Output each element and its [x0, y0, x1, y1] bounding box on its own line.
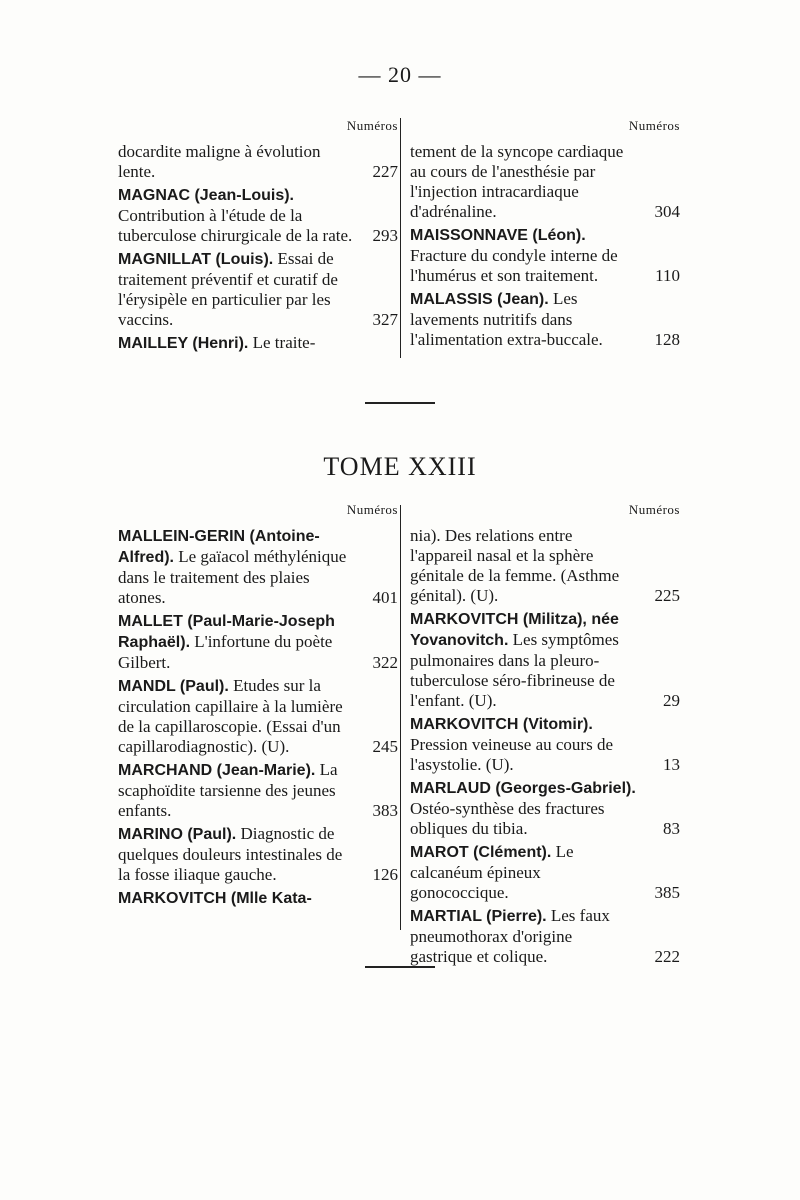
tome-title: TOME XXIII — [323, 452, 477, 481]
entry-title: Les faux pneumothorax d'origine gastrique et colique. — [410, 906, 610, 966]
entry-number: 222 — [654, 947, 680, 966]
entry-title: Essai de traitement préventif et curatif de l'érysipèle en particulier par les vaccins. — [118, 249, 338, 329]
entry-number: 13 — [663, 755, 680, 774]
numeros-header: Numéros — [346, 118, 398, 133]
entry-author: MALASSIS (Jean). — [410, 291, 549, 308]
entry-number: 227 — [372, 162, 398, 181]
entry-author: MARINO (Paul). — [118, 826, 237, 843]
section-divider — [365, 402, 435, 404]
index-entry — [118, 333, 398, 354]
index-entry — [118, 760, 398, 821]
index-entry — [118, 142, 398, 182]
entry-author: MARCHAND (Jean-Marie). — [118, 762, 316, 779]
entry-title: La scaphoïdite tarsienne des jeunes enfants. — [118, 760, 338, 820]
entry-number: 245 — [372, 737, 398, 756]
entry-number: 401 — [372, 588, 398, 607]
end-divider — [365, 966, 435, 968]
section1-left-column — [118, 116, 398, 357]
index-entry — [410, 289, 680, 350]
entry-author: MARKOVITCH (Mlle Kata- — [118, 890, 312, 907]
entry-title: Diagnostic de quelques douleurs intestinales de la fosse iliaque gauche. — [118, 824, 343, 884]
entry-title: Contribution à l'étude de la tuberculose chirurgicale de la rate. — [118, 206, 353, 245]
entry-title: Le traite- — [252, 333, 316, 352]
entry-title: L'infortune du poète Gilbert. — [118, 632, 333, 672]
entry-number: 304 — [654, 202, 680, 221]
entry-number: 128 — [654, 330, 680, 349]
entry-number: 225 — [654, 586, 680, 605]
entry-title: tement de la syncope cardiaque au cours de l'anesthésie par l'injection intracardiaque d'adrénaline. — [410, 142, 624, 221]
numeros-header: Numéros — [628, 118, 680, 133]
entry-number: 29 — [663, 691, 680, 710]
entry-title: Pression veineuse au cours de l'asystolie. (U). — [410, 735, 614, 774]
index-entry — [118, 676, 398, 757]
column-divider — [400, 118, 401, 358]
entry-title: Les lavements nutritifs dans l'alimentation extra-buccale. — [410, 289, 603, 349]
entry-author: MAILLEY (Henri). — [118, 335, 249, 352]
entry-title: Le gaïacol méthylénique dans le traitement des plaies atones. — [118, 547, 347, 607]
column-divider — [400, 505, 401, 930]
index-entry — [410, 842, 680, 903]
entry-author: MANDL (Paul). — [118, 678, 229, 695]
index-entry — [118, 824, 398, 885]
entry-author: MAISSONNAVE (Léon). — [410, 227, 586, 244]
entry-author: MAROT (Clément). — [410, 844, 552, 861]
index-entry — [118, 249, 398, 330]
entry-number: 126 — [372, 865, 398, 884]
entry-title: nia). Des relations entre l'appareil nasal et la sphère génitale de la femme. (Asthme génital). (U). — [410, 526, 620, 605]
index-entry — [118, 888, 398, 909]
numeros-header: Numéros — [346, 502, 398, 517]
index-entry — [410, 526, 680, 606]
index-entry — [118, 185, 398, 246]
entry-author: MARLAUD (Georges-Gabriel). — [410, 780, 636, 797]
entry-title: Ostéo-synthèse des fractures obliques du tibia. — [410, 799, 605, 838]
entry-title: Fracture du condyle interne de l'humérus et son traitement. — [410, 246, 618, 285]
index-entry — [410, 714, 680, 775]
section1-right-column — [410, 116, 680, 353]
index-entry — [118, 526, 398, 608]
entry-title: Les symptômes pulmonaires dans la pleuro-tuberculose séro-fibrineuse de l'enfant. (U). — [410, 630, 619, 710]
entry-author: MAGNILLAT (Louis). — [118, 251, 274, 268]
entry-number: 293 — [372, 226, 398, 245]
entry-number: 327 — [372, 310, 398, 329]
index-entry — [410, 142, 680, 222]
index-entry — [118, 611, 398, 673]
entry-title: Le calcanéum épineux gonococcique. — [410, 842, 574, 902]
entry-number: 385 — [654, 883, 680, 902]
section2-left-column — [118, 500, 398, 912]
index-entry — [410, 906, 680, 967]
page-number: — 20 — — [358, 62, 442, 87]
entry-number: 322 — [372, 653, 398, 672]
entry-title: Etudes sur la circulation capillaire à la lumière de la capillaroscopie. (Essai d'un capillarodiagnostic). (U). — [118, 676, 343, 756]
section2-right-column — [410, 500, 680, 970]
entry-number: 83 — [663, 819, 680, 838]
entry-number: 383 — [372, 801, 398, 820]
entry-author: MALLEIN-GERIN (Antoine-Alfred). — [118, 528, 320, 566]
index-entry — [410, 225, 680, 286]
entry-author: MARKOVITCH (Vitomir). — [410, 716, 593, 733]
index-entry — [410, 778, 680, 839]
entry-author: MARTIAL (Pierre). — [410, 908, 547, 925]
index-entry — [410, 609, 680, 711]
entry-number: 110 — [655, 266, 680, 285]
entry-author: MAGNAC (Jean-Louis). — [118, 187, 294, 204]
entry-title: docardite maligne à évolution lente. — [118, 142, 321, 181]
entry-author: MALLET (Paul-Marie-Joseph Raphaël). — [118, 613, 335, 651]
numeros-header: Numéros — [628, 502, 680, 517]
entry-author: MARKOVITCH (Militza), née Yovanovitch. — [410, 611, 619, 649]
